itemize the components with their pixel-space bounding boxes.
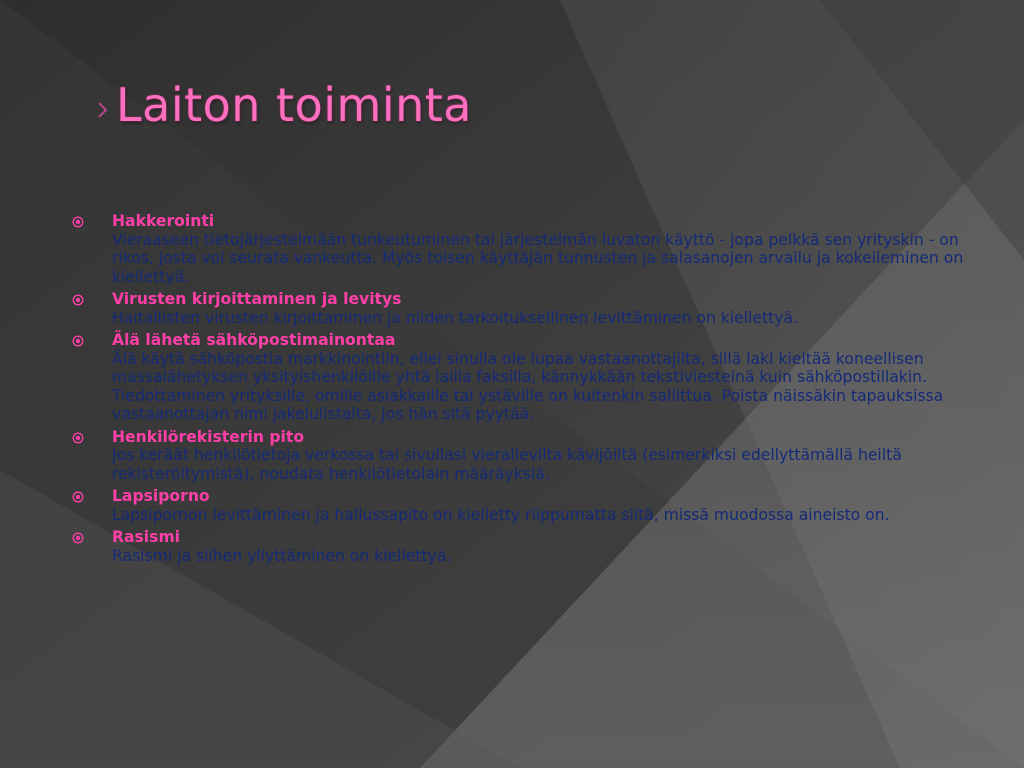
bullet-heading: Lapsiporno — [112, 487, 210, 505]
list-item — [72, 428, 972, 484]
circled-dot-icon — [72, 294, 84, 306]
bullet-text: Lapsipornon levittäminen ja hallussapito on kielletty riippumatta siitä, missä muodossa aineisto on. — [112, 505, 890, 524]
bullet-text: Älä käytä sähköpostia markkinointiin, ellei sinulla ole lupaa vastaanottajilta, sillä laki kieltää koneellisen massalähetyksen yksityishenkilöille yhtä lailla faksilla, kännykkään tekstiviesteinä kuin sähköpostillakin. Tiedottaminen yrityksille, omille asiakkaille tai ystäville on kuitenkin sallittua. Poista näissäkin tapauksissa vastaanottajan nimi jakelulistalta, jos hän sitä pyytää. — [112, 349, 944, 423]
circled-dot-icon — [72, 216, 84, 228]
circled-dot-icon — [72, 532, 84, 544]
list-item — [72, 331, 972, 424]
slide-title: Laiton toiminta — [116, 78, 472, 132]
bullet-heading: Älä lähetä sähköpostimainontaa — [112, 331, 396, 349]
bullet-list — [72, 212, 972, 569]
bullet-heading: Henkilörekisterin pito — [112, 427, 305, 446]
list-item — [72, 528, 972, 565]
bullet-text: Haitallisten virusten kirjoittaminen ja niiden tarkoituksellinen levittäminen on kiellettyä. — [112, 308, 798, 327]
list-item — [72, 487, 972, 524]
chevron-right-icon — [98, 102, 107, 118]
circled-dot-icon — [72, 335, 84, 347]
bullet-text: Rasismi ja siihen yllyttäminen on kiellettyä. — [112, 546, 452, 565]
bullet-heading: Virusten kirjoittaminen ja levitys — [112, 290, 402, 308]
list-item — [72, 290, 972, 327]
bullet-heading: Hakkerointi — [112, 212, 215, 230]
circled-dot-icon — [72, 491, 84, 503]
bullet-heading: Rasismi — [112, 528, 181, 546]
bullet-text: Vieraaseen tietojärjestelmään tunkeutuminen tai järjestelmän luvaton käyttö - jopa pelkkä sen yrityskin - on rikos, josta voi seurata vankeutta. Myös toisen käyttäjän tunnusten ja salasanojen arvailu ja kokeileminen on kiellettyä. — [112, 230, 964, 286]
list-item — [72, 212, 972, 286]
circled-dot-icon — [72, 432, 84, 444]
bullet-text: Jos keräät henkilötietoja verkossa tai sivullasi vierailevilta kävijöiltä (esimerkiksi edellyttämällä heiltä rekisteröitymistä), noudata henkilötietolain määräyksiä. — [112, 446, 902, 483]
